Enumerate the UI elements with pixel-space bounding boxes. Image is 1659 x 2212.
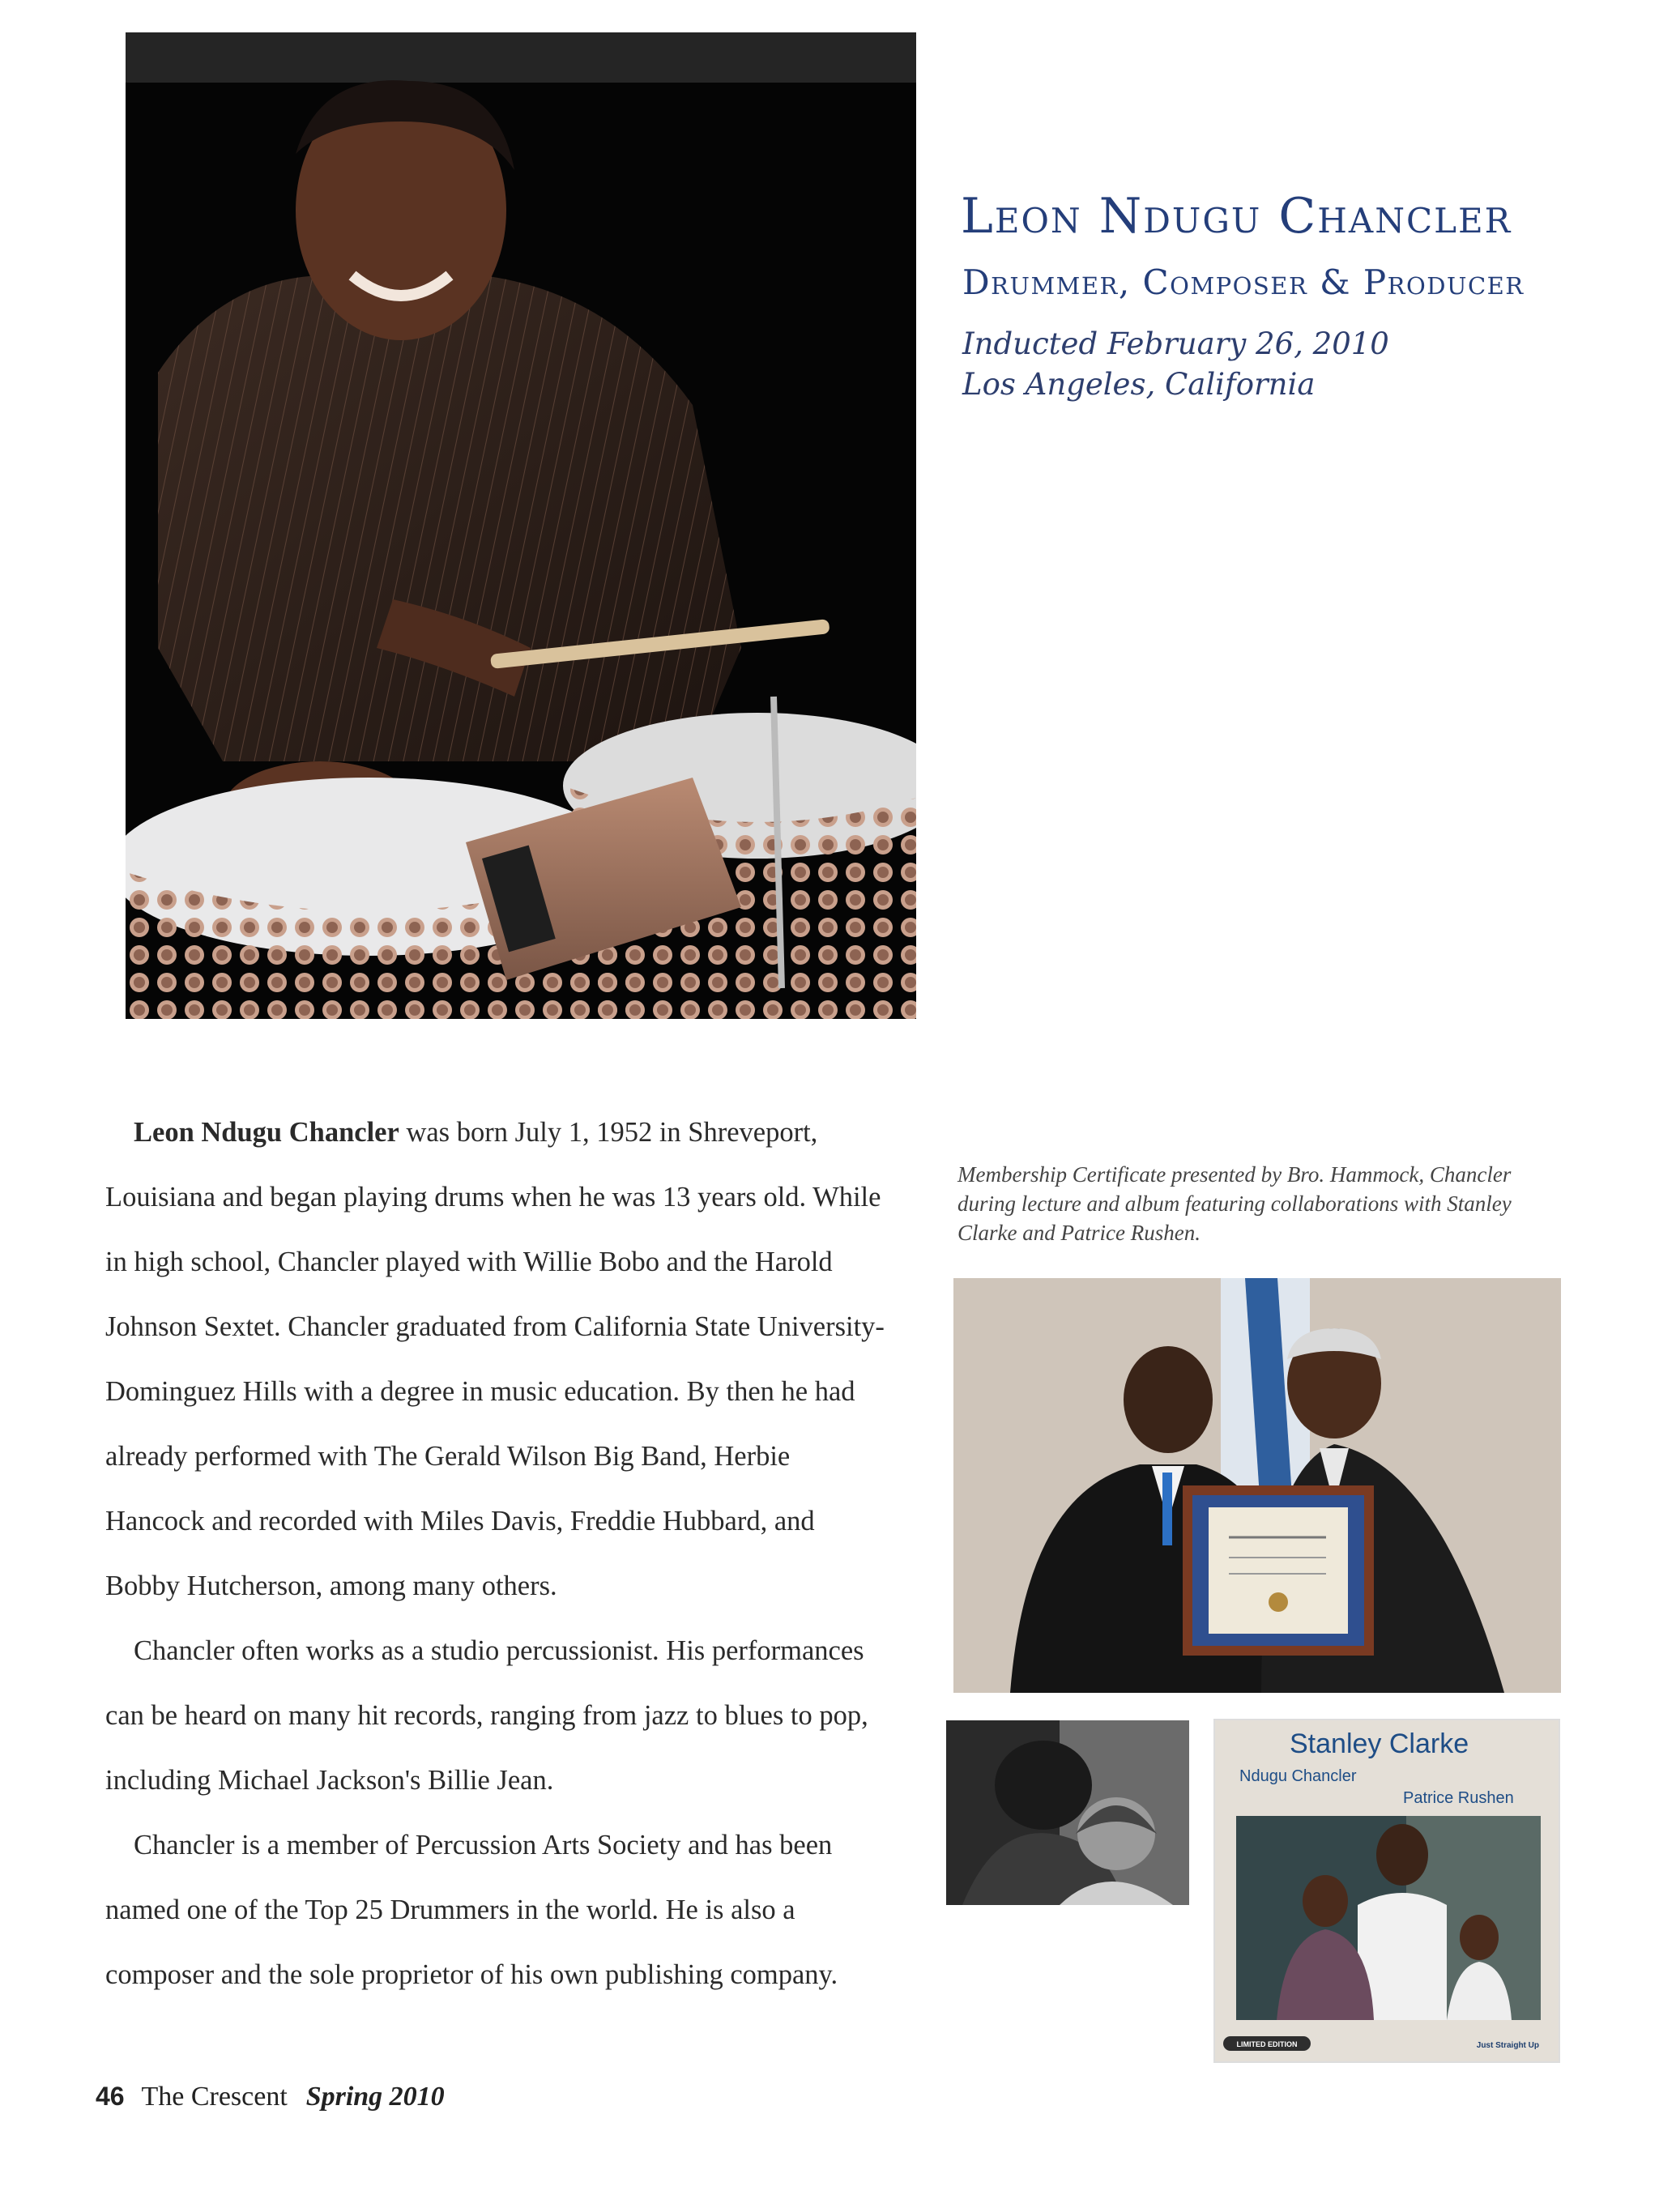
portrait-photo <box>126 32 916 1019</box>
album-artist-rushen: Patrice Rushen <box>1403 1789 1514 1807</box>
biography-text <box>105 1100 891 2007</box>
inductee-role: Drummer, Composer & Producer <box>962 262 1525 302</box>
album-title: Stanley Clarke <box>1290 1728 1469 1759</box>
certificate-illustration <box>953 1278 1561 1693</box>
inductee-name: Leon Ndugu Chancler <box>961 188 1512 245</box>
album-illustration <box>1236 1816 1541 2020</box>
page-footer <box>96 2082 445 2112</box>
album-photo <box>1236 1816 1541 2020</box>
issue-label: Spring 2010 <box>305 2082 445 2112</box>
induction-date: Inducted February 26, 2010 <box>962 326 1389 361</box>
album-footer-strip <box>1215 2028 1559 2061</box>
publication-name: The Crescent <box>141 2082 288 2112</box>
bio-paragraph-3: Chancler is a member of Percussion Arts Society and has been named one of the Top 25 Drummers in the world. He is also a composer and the sole proprietor of his own publishing company. <box>105 1830 838 1990</box>
album-subtitle: Just Straight Up <box>1476 2041 1539 2050</box>
bio-name-bold: Leon Ndugu Chancler <box>134 1117 399 1148</box>
album-cover <box>1215 1720 1559 2061</box>
bio-paragraph-1-text: was born July 1, 1952 in Shreveport, Louisiana and began playing drums when he was 13 years old. While in high school, Chancler played with Willie Bobo and the Harold Johnson Sextet. Chancler graduated from California State University-Dominguez Hills with a degree in music education. By then he had already performed with The Gerald Wilson Big Band, Herbie Hancock and recorded with Miles Davis, Freddie Hubbard, and Bobby Hutcherson, among many others. <box>105 1117 885 1601</box>
drummer-illustration <box>126 32 916 1019</box>
induction-info <box>962 324 1389 405</box>
certificate-photo <box>953 1278 1561 1693</box>
album-artist-chancler: Ndugu Chancler <box>1239 1767 1357 1785</box>
bio-paragraph-2: Chancler often works as a studio percussionist. His performances can be heard on many hit records, ranging from jazz to blues to pop, including Michael Jackson's Billie Jean. <box>105 1635 868 1796</box>
lecture-illustration <box>946 1720 1189 1905</box>
album-badge: LIMITED EDITION <box>1236 2040 1298 2048</box>
lecture-photo <box>946 1720 1189 1905</box>
bio-paragraph-1 <box>105 1100 891 1618</box>
page-number: 46 <box>96 2082 125 2111</box>
induction-location: Los Angeles, California <box>962 367 1316 402</box>
photo-caption: Membership Certificate presented by Bro. Hammock, Chancler during lecture and album featuring collaborations with Stanley Clarke and Patrice Rushen. <box>957 1162 1512 1245</box>
